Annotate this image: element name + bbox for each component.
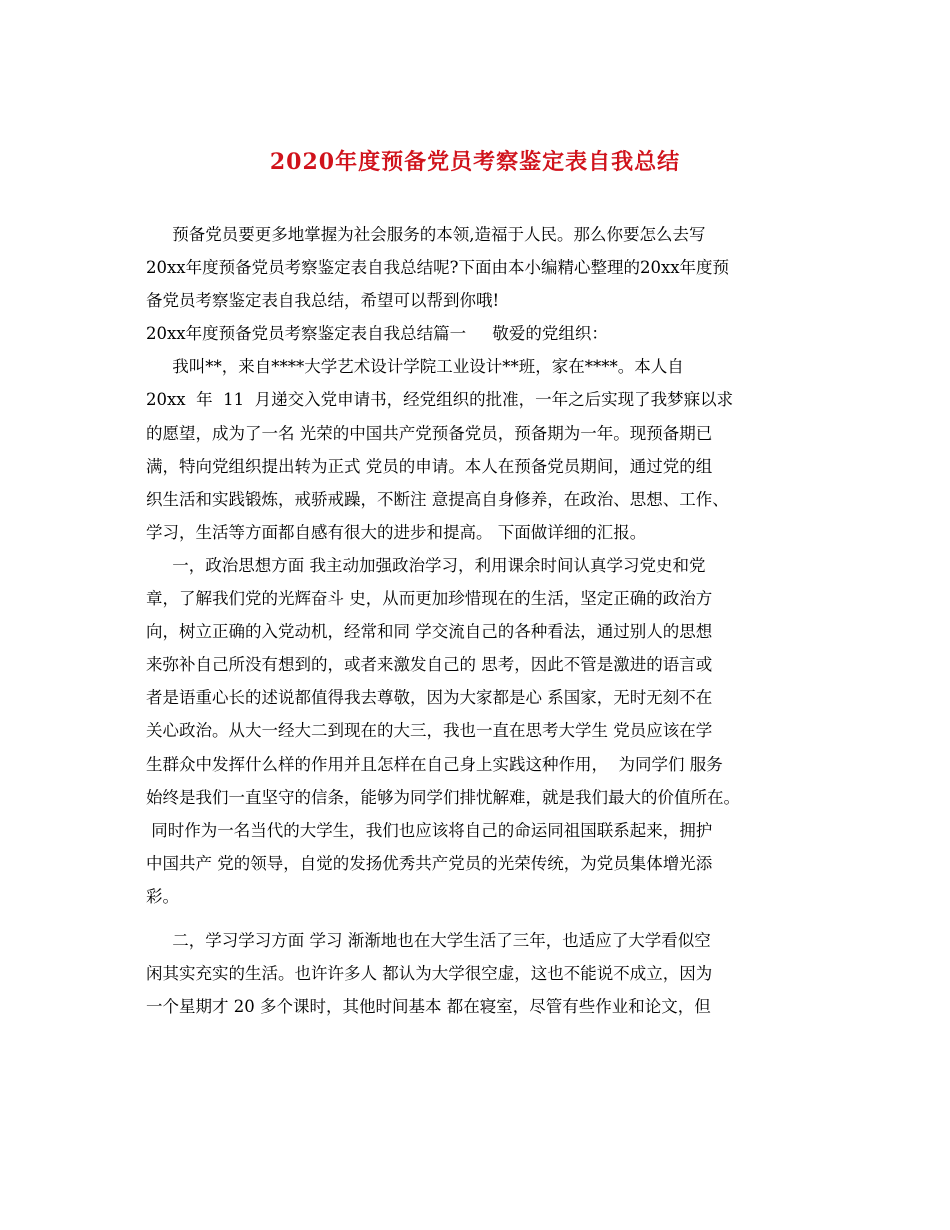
text-line: 满，特向党组织提出转为正式 党员的申请。本人在预备党员期间，通过党的组	[146, 456, 713, 476]
text-line: 向，树立正确的入党动机，经常和同 学交流自己的各种看法，通过别人的思想	[146, 622, 713, 642]
text-line: 一个星期才 20 多个课时，其他时间基本 都在寝室，尽管有些作业和论文，但	[146, 997, 711, 1017]
text-line: 的愿望，成为了一名 光荣的中国共产党预备党员，预备期为一年。现预备期已	[146, 423, 713, 443]
text-line: 备党员考察鉴定表自我总结，希望可以帮到你哦!	[146, 291, 500, 311]
text-line: 始终是我们一直坚守的信条，能够为同学们排忧解难，就是我们最大的价值所在。	[146, 787, 740, 807]
text-line: 来弥补自己所没有想到的，或者来激发自己的 思考，因此不管是激进的语言或	[146, 655, 713, 675]
paragraph-gap	[146, 913, 814, 924]
document-title: 2020年度预备党员考察鉴定表自我总结	[269, 149, 681, 175]
text-line: 预备党员要更多地掌握为社会服务的本领,造福于人民。那么你要怎么去写	[146, 225, 706, 244]
text-line: 关心政治。从大一经大二到现在的大三，我也一直在思考大学生 党员应该在学	[146, 721, 713, 741]
text-line: 20xx年度预备党员考察鉴定表自我总结篇一 敬爱的党组织：	[146, 324, 608, 344]
text-line: 章，了解我们党的光辉奋斗 史，从而更加珍惜现在的生活，坚定正确的政治方	[146, 589, 713, 609]
text-line: 同时作为一名当代的大学生，我们也应该将自己的命运同祖国联系起来，拥护	[146, 820, 713, 840]
text-line: 学习，生活等方面都自感有很大的进步和提高。 下面做详细的汇报。	[146, 522, 647, 542]
text-line: 20xx年度预备党员考察鉴定表自我总结呢?下面由本小编精心整理的20xx年度预	[146, 258, 730, 278]
text-line: 我叫**，来自****大学艺术设计学院工业设计**班，家在****。本人自	[146, 357, 684, 377]
text-line: 生群众中发挥什么样的作用并且怎样在自己身上实践这种作用， 为同学们 服务	[146, 754, 723, 774]
text-line: 彩。	[146, 886, 179, 906]
text-line: 20xx 年 11 月递交入党申请书，经党组织的批准，一年之后实现了我梦寐以求	[146, 390, 734, 410]
text-line: 一，政治思想方面 我主动加强政治学习，利用课余时间认真学习党史和党	[146, 555, 706, 575]
text-line: 者是语重心长的述说都值得我去尊敬，因为大家都是心 系国家，无时无刻不在	[146, 688, 713, 708]
document-body	[146, 218, 814, 1023]
text-line: 中国共产 党的领导，自觉的发扬优秀共产党员的光荣传统，为党员集体增光添	[146, 853, 713, 873]
text-line: 闲其实充实的生活。也许许多人 都认为大学很空虚，这也不能说不成立，因为	[146, 964, 713, 984]
text-line: 织生活和实践锻炼，戒骄戒躁，不断注 意提高自身修养，在政治、思想、工作、	[146, 489, 729, 509]
text-line: 二，学习学习方面 学习 渐渐地也在大学生活了三年，也适应了大学看似空	[146, 930, 711, 950]
